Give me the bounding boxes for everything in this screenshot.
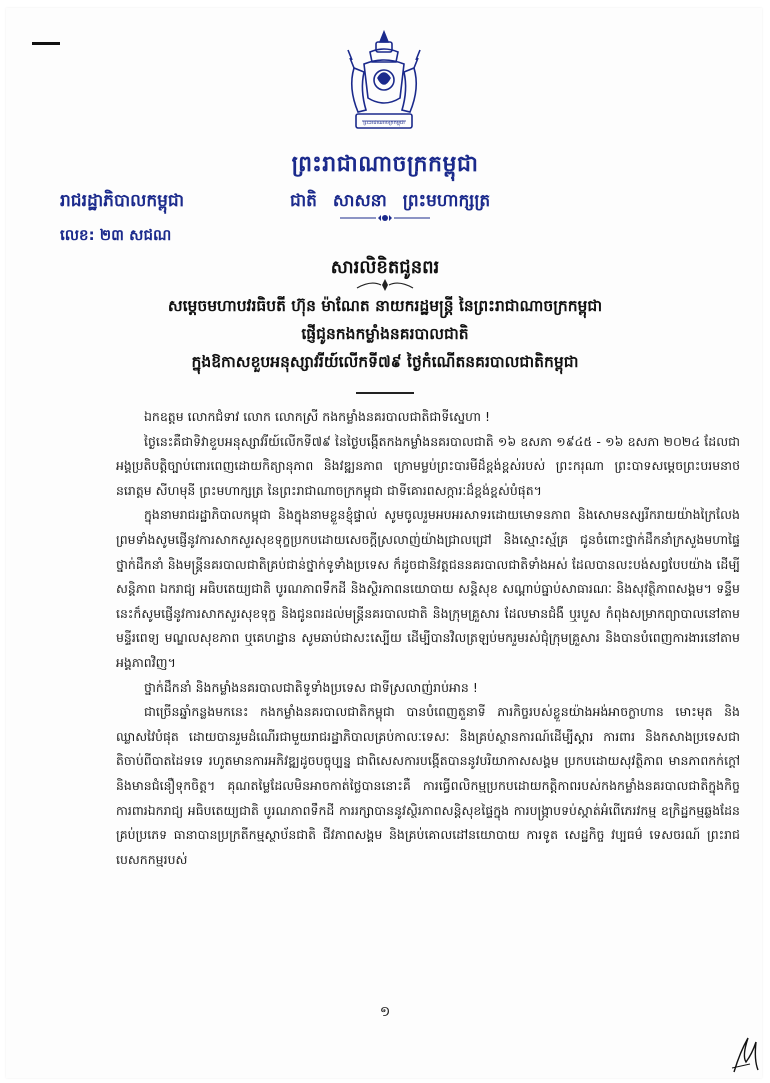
- document-title: សារលិខិតជូនពរ: [330, 257, 440, 278]
- national-motto: ជាតិ សាសនា ព្រះមហាក្សត្រ: [290, 191, 491, 211]
- page-number: ១: [379, 1004, 391, 1020]
- subtitle-occasion: ក្នុងឱកាសខួបអនុស្សាវរីយ៍លើកទី៧៩ ថ្ងៃកំណើតនគរបាលជាតិកម្ពុជា: [191, 353, 579, 371]
- subtitle-sender: សម្តេចមហាបវរធិបតី ហ៊ុន ម៉ាណែត នាយករដ្ឋមន្ត្រី នៃព្រះរាជាណាចក្រកម្ពុជា: [167, 297, 603, 315]
- letter-body: [116, 405, 740, 965]
- initial-signature-icon: [728, 1032, 764, 1076]
- motto-ornament-icon: [340, 213, 430, 223]
- title-ornament-icon: [355, 278, 415, 292]
- divider: [356, 392, 414, 394]
- paragraph-anniversary: ថ្ងៃនេះគឺជាទិវាខួបអនុស្សាវរីយ៍លើកទី៧៩ នៃថ្ងៃបង្កើតកងកម្លាំងនគរបាលជាតិ ១៦ ឧសភា ១៩៤៥ - ១៦ ឧសភា ២០២៤ ដែលជាអង្គប្រតិបត្តិច្បាប់ពោរពេញដោយកិត្យានុភាព និងវឌ្ឍនភាព ក្រោមម្លប់ព្រះបារមីដ៏ខ្ពង់ខ្ពស់របស់ ព្រះករុណា ព្រះបាទសម្តេចព្រះបរមនាថ នរោត្តម សីហមុនី ព្រះមហាក្សត្រ នៃព្រះរាជាណាចក្រកម្ពុជា ជាទីគោរពសក្ការៈដ៏ខ្ពង់ខ្ពស់បំផុត។: [116, 433, 740, 498]
- kingdom-title: ព្រះរាជាណាចក្រកម្ពុជា: [291, 152, 479, 177]
- reference-number: លេខ: ២៣ សជណ: [60, 226, 172, 244]
- subtitle-recipient: ផ្ញើជូនកងកម្លាំងនគរបាលជាតិ: [301, 325, 469, 343]
- second-salutation: ថ្នាក់ដឹកនាំ និងកម្លាំងនគរបាលជាតិទូទាំងប្រទេស ជាទីស្រលាញ់រាប់អាន !: [144, 679, 478, 695]
- paragraph-greetings: ក្នុងនាមរាជរដ្ឋាភិបាលកម្ពុជា និងក្នុងនាមខ្លួនខ្ញុំផ្ទាល់ សូមចូលរួមអបអរសាទរដោយមោទនភាព និងសោមនស្សរីករាយយ៉ាងក្រៃលែង ព្រមទាំងសូមផ្ញើនូវការសាកសួរសុខទុក្ខប្រកបដោយសេចក្តីស្រលាញ់យ៉ាងជ្រាលជ្រៅ និងស្មោះស្ម័គ្រ ជូនចំពោះថ្នាក់ដឹកនាំក្រសួងមហាផ្ទៃ ថ្នាក់ដឹកនាំ និងមន្ត្រីនគរបាលជាតិគ្រប់ជាន់ថ្នាក់ទូទាំងប្រទេស ក៏ដូចជានិវត្តជននគរបាលជាតិទាំងអស់ ដែលបានលះបង់សព្វបែបយ៉ាង ដើម្បីសន្តិភាព ឯករាជ្យ អធិបតេយ្យជាតិ បូរណភាពទឹកដី និងស្ថិរភាពនយោបាយ សន្តិសុខ សណ្តាប់ធ្នាប់សាធារណៈ និងសុវត្ថិភាពសង្គម។ ទន្ទឹមនេះក៏សូមផ្ញើនូវការសាកសួរសុខទុក្ខ និងជូនពរដល់មន្ត្រីនគរបាលជាតិ និងក្រុមគ្រួសារ ដែលមានជំងឺ ឬរបួស កំពុងសម្រាកព្យាបាលនៅតាមមន្ទីរពេទ្យ មណ្ឌលសុខភាព ឬគេហដ្ឋាន សូមឆាប់ជាសះស្បើយ ដើម្បីបានវិលត្រឡប់មករួមរស់ជុំក្រុមគ្រួសារ និងបានបំពេញការងារនៅតាមអង្គភាពវិញ។: [116, 507, 740, 670]
- paragraph-achievements: ជាច្រើនឆ្នាំកន្លងមកនេះ កងកម្លាំងនគរបាលជាតិកម្ពុជា បានបំពេញតួនាទី ភារកិច្ចរបស់ខ្លួនយ៉ាងអង់អាចក្លាហាន មោះមុត និងឈ្លាសវៃបំផុត ដោយបានរួមដំណើរជាមួយរាជរដ្ឋាភិបាលគ្រប់កាលៈទេសៈ និងគ្រប់ស្ថានការណ៍ដើម្បីស្តារ ការពារ និងកសាងប្រទេសជាតិចាប់ពីបាតដៃទទេ រហូតមានការអភិវឌ្ឍដូចបច្ចុប្បន្ន ជាពិសេសការបង្កើតបាននូវបរិយាកាសសង្គម ប្រកបដោយសុវត្ថិភាព មានភាពកក់ក្តៅ និងមានជំនឿទុកចិត្ត។ គុណតម្លៃដែលមិនអាចកាត់ថ្លៃបាននោះគឺ ការធ្វើពលិកម្មប្រកបដោយកត្តិកាពរបស់កងកម្លាំងនគរបាលជាតិក្នុងកិច្ចការពារឯករាជ្យ អធិបតេយ្យជាតិ បូរណភាពទឹកដី ការរក្សាបាននូវស្ថិរភាពសន្តិសុខផ្ទៃក្នុង ការបង្ក្រាបទប់ស្កាត់អំពើភេរវកម្ម ឧក្រិដ្ឋកម្មឆ្លងដែនគ្រប់ប្រភេទ ធានាបានប្រក្រតីកម្មស្ថាប័នជាតិ ជីវភាពសង្គម និងគ្រប់គោលដៅនយោបាយ ការទូត សេដ្ឋកិច្ច វប្បធម៌ ទេសចរណ៍ ព្រះរាជបេសកកម្មរបស់: [116, 704, 740, 867]
- ministry-name: រាជរដ្ឋាភិបាលកម្ពុជា: [60, 191, 185, 211]
- margin-mark: [32, 42, 60, 45]
- royal-arms-emblem-icon: [340, 28, 428, 138]
- svg-text:ព្រះរាជាណាចក្រកម្ពុជា: ព្រះរាជាណាចក្រកម្ពុជា: [363, 120, 405, 126]
- salutation: ឯកឧត្តម លោកជំទាវ លោក លោកស្រី កងកម្លាំងនគរបាលជាតិជាទីស្នេហា !: [144, 409, 490, 424]
